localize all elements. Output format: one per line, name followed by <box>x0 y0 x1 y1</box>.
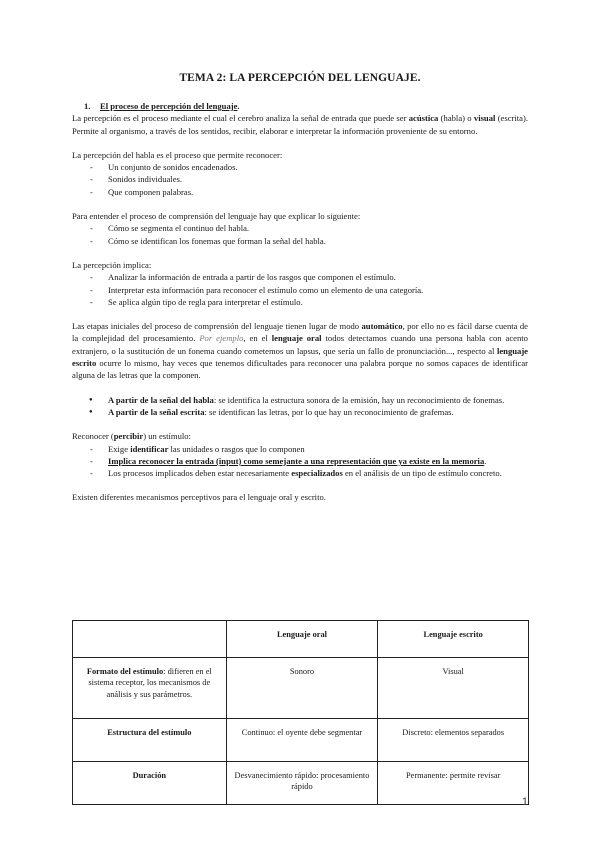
intro-text-1: La percepción es el proceso mediante el cual el cerebro analiza la señal de entrada que puede ser <box>72 113 409 124</box>
table-row-label <box>73 658 227 719</box>
intro-paragraph <box>72 112 528 137</box>
list-item: - Se aplica algún tipo de regla para interpretar el estímulo. <box>72 296 528 308</box>
implica-lead: La percepción implica: <box>72 259 152 270</box>
page-number: 1 <box>521 796 528 808</box>
list-item: - Cómo se identifican los fonemas que forman la señal del habla. <box>72 235 528 247</box>
table-row <box>73 719 529 762</box>
table-row-label <box>73 762 227 805</box>
intro-text-2: (habla) o <box>438 113 474 124</box>
reconocer-item3-text-2: en el análisis de un tipo de estímulo concreto. <box>342 468 502 479</box>
table-row <box>73 658 529 719</box>
etapas-text-1: Las etapas iniciales del proceso de comprensión del lenguaje tienen lugar de modo <box>72 321 362 332</box>
list-item <box>72 443 528 455</box>
list-item: - Cómo se segmenta el continuo del habla. <box>72 222 528 234</box>
spacer <box>72 137 528 149</box>
document-body <box>72 100 528 504</box>
reconocer-item1-text: Exige <box>108 443 131 454</box>
etapas-text-5: ocurre lo mismo, hay veces que tenemos dificultades para reconocer una palabra porque no somos capaces de identificar alguna de las letras que la componen. <box>72 358 528 381</box>
table-row-label <box>73 719 227 762</box>
intro-bold-visual: visual <box>473 113 496 124</box>
table-header-cell <box>73 621 227 658</box>
reconocer-item1-bold: identificar <box>130 443 169 454</box>
reconocer-item3-text: Los procesos implicados deben estar necesariamente <box>108 468 292 479</box>
table-cell: Discreto: elementos separados <box>378 719 529 762</box>
etapas-text-3: , en el <box>243 333 272 344</box>
list-item <box>72 455 528 467</box>
row-label-bold: Duración <box>132 771 167 780</box>
partir-habla-bold: A partir de la señal del habla <box>108 394 214 405</box>
partir-list <box>72 394 528 419</box>
spacer <box>72 418 528 430</box>
partir-escrita-bold: A partir de la señal escrita <box>108 406 205 417</box>
list-item: - Analizar la información de entrada a partir de los rasgos que componen el estímulo. <box>72 271 528 283</box>
comprension-list <box>72 222 528 247</box>
section-heading <box>84 100 528 112</box>
spacer <box>72 198 528 210</box>
table-header-cell: Lenguaje oral <box>226 621 378 658</box>
table-cell: Sonoro <box>226 658 378 719</box>
partir-escrita-text: : se identifican las letras, por lo que hay un reconocimiento de grafemas. <box>204 406 454 417</box>
section-number: 1. <box>84 101 91 111</box>
reconocer-text-2: ) un estímulo: <box>143 431 191 442</box>
reconocer-item3-bold: especializados <box>291 468 343 479</box>
comprension-lead: Para entender el proceso de comprensión del lenguaje hay que explicar lo siguiente: <box>72 211 361 222</box>
implica-list <box>72 271 528 308</box>
spacer <box>72 308 528 320</box>
etapas-bold-automatico: automático <box>361 321 403 332</box>
reconocer-list <box>72 443 528 480</box>
reconocer-item2-period: . <box>484 455 487 466</box>
comparison-table <box>72 620 529 805</box>
reconocer-bold-percibir: percibir <box>113 431 144 442</box>
list-item: - Un conjunto de sonidos encadenados. <box>72 161 528 173</box>
list-item <box>72 406 528 418</box>
etapas-bold-escrito: lenguaje escrito <box>72 345 528 369</box>
list-item: - Sonidos individuales. <box>72 173 528 185</box>
list-item: - Interpretar esta información para reconocer el estímulo como un elemento de una categoría. <box>72 284 528 296</box>
table-cell: Permanente: permite revisar <box>378 762 529 805</box>
table-cell: Desvanecimiento rápido: procesamiento rápido <box>226 762 378 805</box>
table-cell: Continuo: el oyente debe segmentar <box>226 719 378 762</box>
etapas-text-4: todos detectamos cuando una persona habla con acento extranjero, o la sustitución de un fonema cuando cometemos un lapsus, que sería un fallo de pronunciación..., respecto al <box>72 333 528 356</box>
row-label-bold: Formato del estímulo <box>86 667 164 676</box>
row-label-bold: Estructura del estímulo <box>107 728 192 737</box>
section-title: El proceso de percepción del lenguaje <box>100 101 238 111</box>
reconocer-lead <box>72 430 528 442</box>
table-header-cell: Lenguaje escrito <box>378 621 529 658</box>
spacer <box>72 247 528 259</box>
intro-bold-acustica: acústica <box>408 113 439 124</box>
mecanismos-paragraph: Existen diferentes mecanismos perceptivos para el lenguaje oral y escrito. <box>72 492 326 503</box>
etapas-text-2: , por ello no es fácil darse cuenta de la complejidad del procesamiento. <box>72 321 528 344</box>
intro-text-3: (escrita). Permite al organismo, a través de los sentidos, recibir, elaborar e interpretar la información proveniente de su entorno. <box>72 113 528 136</box>
etapas-example-label: Por ejemplo <box>199 333 244 344</box>
etapas-paragraph <box>72 320 528 381</box>
list-item <box>72 394 528 406</box>
section-title-period: . <box>237 101 240 111</box>
reconocer-item2-bold: Implica reconocer la entrada (input) como semejante a una representación que ya existe en la memoria <box>108 455 485 466</box>
reconocer-text-1: Reconocer ( <box>72 431 114 442</box>
table-row <box>73 762 529 805</box>
table-cell: Visual <box>378 658 529 719</box>
row-label-text: : difieren en el sistema receptor, los mecanismos de análisis y sus parámetros. <box>88 667 212 699</box>
reconocer-item1-text-2: las unidades o rasgos que lo componen <box>168 443 305 454</box>
habla-list <box>72 161 528 198</box>
spacer <box>72 479 528 491</box>
etapas-bold-oral: lenguaje oral <box>271 333 322 344</box>
list-item: - Que componen palabras. <box>72 186 528 198</box>
partir-habla-text: : se identifica la estructura sonora de la emisión, hay un reconocimiento de fonemas. <box>213 394 505 405</box>
table-header-row <box>73 621 529 658</box>
page-title: TEMA 2: LA PERCEPCIÓN DEL LENGUAJE. <box>179 72 421 84</box>
spacer <box>72 382 528 394</box>
habla-lead: La percepción del habla es el proceso que permite reconocer: <box>72 149 283 160</box>
list-item <box>72 467 528 479</box>
